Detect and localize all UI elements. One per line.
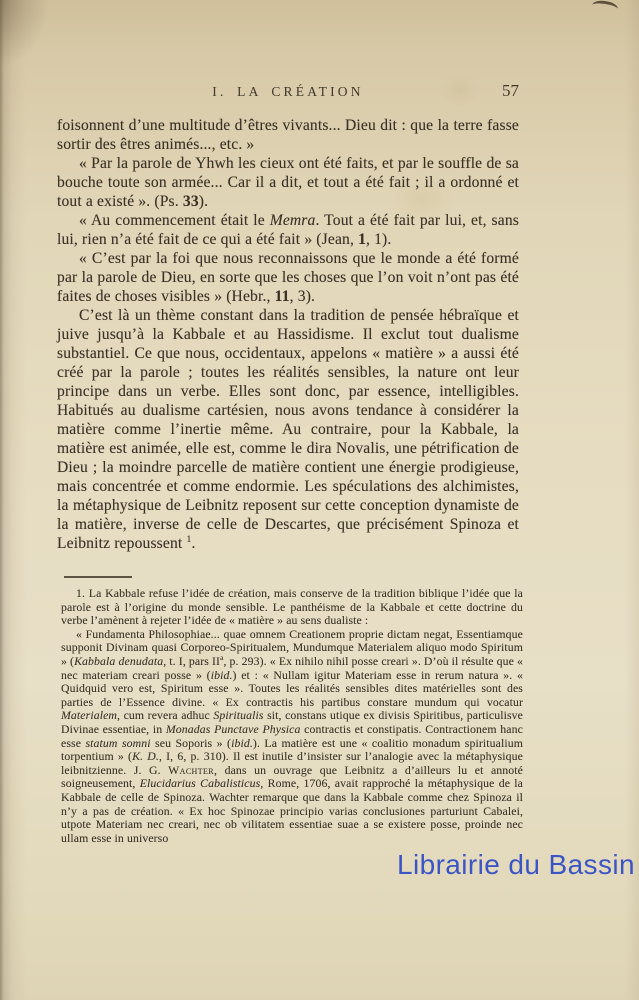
footnote-separator-rule xyxy=(64,576,132,578)
footnote-paragraph-2: « Fundamenta Philosophiae... quae omnem Creationem proprie dictam negat, Essentiamque supponit Divinam quasi Corporeo-Spiritualem, Mundumque Materialem aliquo modo Spiritum » (Kabbala denudata, t. I, pars $II^a$, p. 293). « Ex nihilo nihil posse creari ». D’où il résulte que « nec materiam creari posse » (ibid.) et : « Nullam igitur Materiam esse in rerum natura ». « Quidquid vero est, Spiritum esse ». Toutes les réalités sensibles dites matérielles sont des parties de l’Essence divine. « Ex contractis his partibus constare mundum qui vocatur Materialem, cum revera adhuc Spiritualis sit, constans utique ex divisis Spiritibus, particulisve Divinae essentiae, in Monadas Punctave Physica contractis et constipatis. Contractionem hanc esse statum somni seu Soporis » (ibid.). La matière est une « coalitio monadum spiritualium torpentium » (K. D., I, 6, p. 310). Il est inutile d’insister sur l’analogie avec la métaphysique leibnitzienne. J. G. Wachter, dans un ouvrage que Leibnitz a d’ailleurs lu et annoté soigneusement, Elucidarius Cabalisticus, Rome, 1706, avait rapproché la métaphysique de la Kabbale de celle de Spinoza. Wachter remarque que dans la Kabbale comme chez Spinoza il n’y a pas de création. « Ex hoc Spinozae principio varias conclusiones parturiunt Cabalei, utpote Materiam nec creari, nec ob vilitatem essentiae suae a se existere posse, proinde nec ullam esse in universo xyxy=(61,626,524,845)
body-paragraph-2: « Par la parole de Yhwh les cieux ont été faits, et par le souffle de sa bouche toute son armée... Car il a dit, et tout a été fait ; il a ordonné et tout a existé ». (Ps. 33). xyxy=(57,155,519,210)
body-paragraph-1: foisonnent d’une multitude d’êtres vivants... Dieu dit : que la terre fasse sortir des êtres animés..., etc. » xyxy=(57,117,519,153)
footnote-text xyxy=(61,587,523,845)
body-text xyxy=(57,116,519,553)
bookseller-watermark: Librairie du Bassin xyxy=(397,849,635,880)
body-paragraph-3: « Au commencement était le Memra. Tout a été fait par lui, et, sans lui, rien n’a été fait de ce qui a été fait » (Jean, 1, 1). xyxy=(57,212,519,248)
page-number: 57 xyxy=(502,81,519,100)
body-paragraph-4: « C’est par la foi que nous reconnaissons que le monde a été formé par la parole de Dieu, en sorte que les choses que l’on voit n’ont pas été faites de choses visibles » (Hebr., 11, 3). xyxy=(57,250,519,305)
footnote-paragraph-1: 1. La Kabbale refuse l’idée de création, mais conserve de la tradition biblique l’idée que la parole est à l’origine du monde sensible. Le panthéisme de la Kabbale et cette doctrine du verbe l’amènent à rejeter l’idée de « matière » au sens dualiste : xyxy=(61,586,523,628)
page-corner-mark xyxy=(591,0,619,15)
body-paragraph-5: C’est là un thème constant dans la tradition de pensée hébraïque et juive jusqu’à la Kabbale et au Hassidisme. Il exclut tout dualisme substantiel. Ce que nous, occidentaux, appelons « matière » a aussi été créé par la parole ; toutes les réalités sensibles, la nature ont leur principe dans un verbe. Elles sont donc, par essence, intelligibles. Habitués au dualisme cartésien, nous avons tendance à considérer la matière comme l’inertie même. Au contraire, pour la Kabbale, la matière est animée, elle est, comme le dira Novalis, une pétrification de Dieu ; la moindre parcelle de matière contient une énergie prodigieuse, mais concentrée et comme endormie. Les spéculations des alchimistes, la métaphysique de Leibnitz reposent sur cette conception dynamiste de la matière, inverse de celle de Descartes, que précisément Spinoza et Leibnitz repoussent $^1$. xyxy=(57,307,519,552)
running-head-title: I. LA CRÉATION xyxy=(212,84,364,99)
